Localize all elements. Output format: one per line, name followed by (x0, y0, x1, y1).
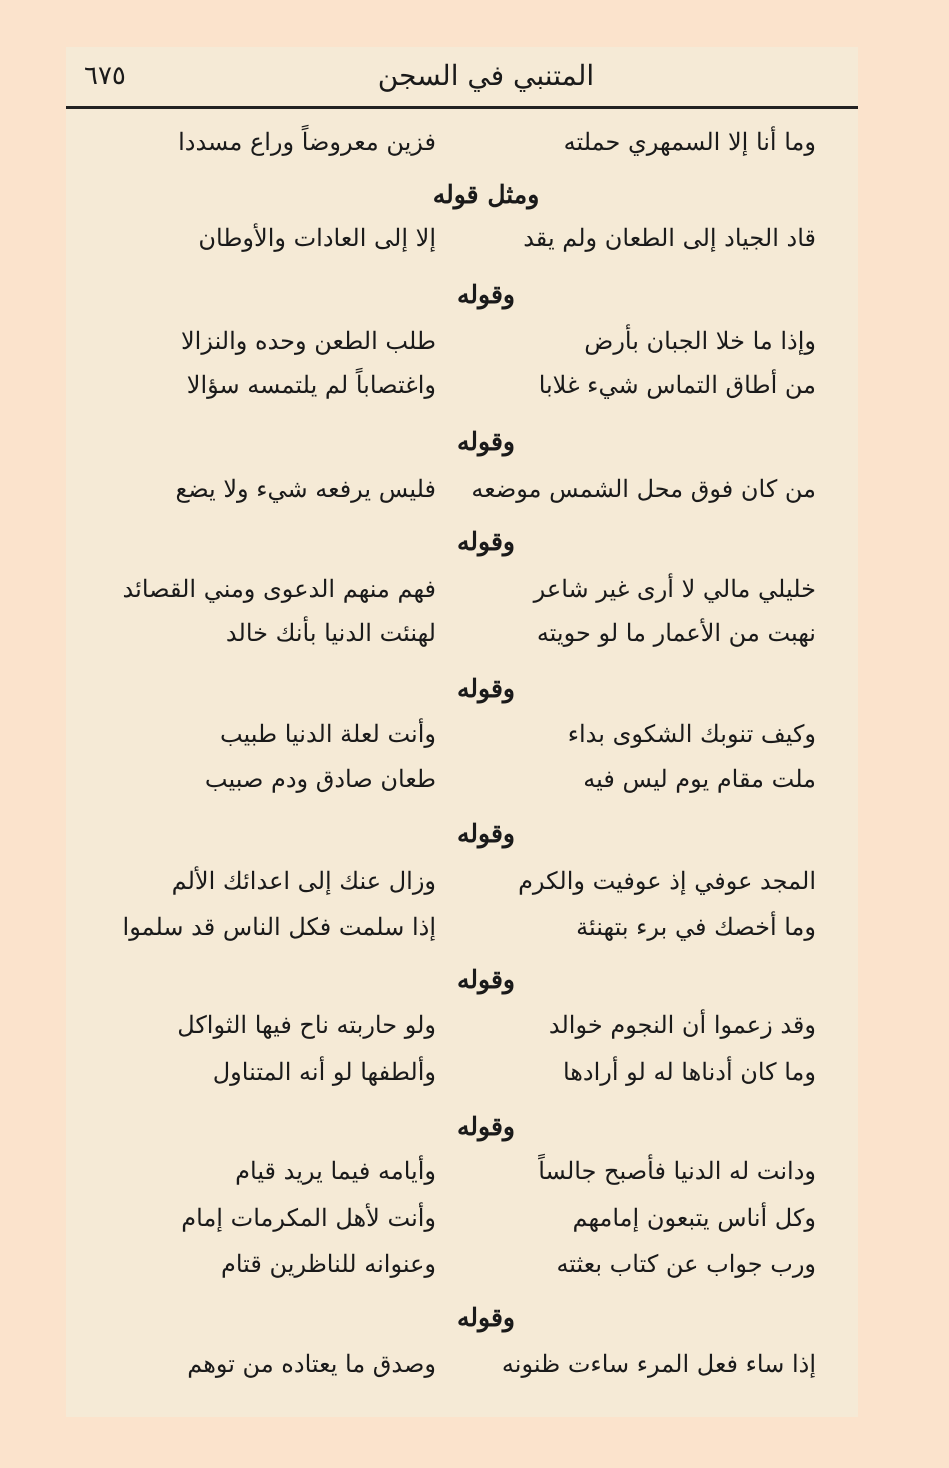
verse-second-hemistich: وزال عنك إلى اعدائك الألم (171, 867, 436, 895)
verse-second-hemistich: فهم منهم الدعوى ومني القصائد (122, 575, 436, 603)
verse-line (136, 327, 816, 367)
verse-line (136, 1157, 816, 1197)
verse-second-hemistich: وصدق ما يعتاده من توهم (187, 1350, 436, 1378)
verse-line (136, 867, 816, 907)
running-title: المتنبي في السجن (377, 59, 595, 92)
verse-line (136, 128, 816, 168)
page-number: ٦٧٥ (84, 61, 126, 91)
section-heading: وقوله (457, 1112, 515, 1141)
verse-second-hemistich: واغتصاباً لم يلتمسه سؤالا (186, 371, 436, 399)
verse-second-hemistich: وعنوانه للناظرين قتام (220, 1250, 436, 1278)
verse-first-hemistich: خليلي مالي لا أرى غير شاعر (533, 575, 816, 603)
verse-second-hemistich: وألطفها لو أنه المتناول (212, 1058, 436, 1086)
header-rule (66, 106, 858, 109)
verse-second-hemistich: وأنت لعلة الدنيا طبيب (219, 720, 436, 748)
verse-second-hemistich: طعان صادق ودم صبيب (204, 765, 436, 793)
verse-first-hemistich: إذا ساء فعل المرء ساءت ظنونه (501, 1350, 816, 1378)
verse-line (136, 765, 816, 805)
verse-second-hemistich: لهنئت الدنيا بأنك خالد (225, 619, 436, 647)
verse-first-hemistich: وما كان أدناها له لو أرادها (562, 1058, 816, 1086)
book-page (66, 47, 858, 1417)
verse-line (136, 720, 816, 760)
verse-line (136, 475, 816, 515)
verse-first-hemistich: قاد الجياد إلى الطعان ولم يقد (523, 224, 816, 252)
verse-first-hemistich: من أطاق التماس شيء غلابا (538, 371, 816, 399)
verse-line (136, 1204, 816, 1244)
section-heading: وقوله (457, 527, 515, 556)
verse-second-hemistich: طلب الطعن وحده والنزالا (180, 327, 436, 355)
verse-first-hemistich: وكيف تنوبك الشكوى بداء (567, 720, 816, 748)
verse-line (136, 1058, 816, 1098)
verse-second-hemistich: ولو حاربته ناح فيها الثواكل (177, 1011, 436, 1039)
verse-first-hemistich: ودانت له الدنيا فأصبح جالساً (538, 1157, 816, 1185)
verse-first-hemistich: وكل أناس يتبعون إمامهم (572, 1204, 816, 1232)
verse-second-hemistich: فليس يرفعه شيء ولا يضع (175, 475, 436, 503)
verse-first-hemistich: المجد عوفي إذ عوفيت والكرم (518, 867, 816, 895)
section-heading: ومثل قوله (432, 180, 540, 209)
verse-first-hemistich: ملت مقام يوم ليس فيه (583, 765, 816, 793)
section-heading: وقوله (457, 427, 515, 456)
verse-first-hemistich: وما أنا إلا السمهري حملته (563, 128, 816, 156)
verse-line (136, 1350, 816, 1390)
verse-line (136, 619, 816, 659)
verse-first-hemistich: نهبت من الأعمار ما لو حويته (536, 619, 816, 647)
verse-second-hemistich: إذا سلمت فكل الناس قد سلموا (122, 913, 436, 941)
verse-second-hemistich: فزين معروضاً وراع مسددا (178, 128, 436, 156)
verse-line (136, 1250, 816, 1290)
verse-first-hemistich: وقد زعموا أن النجوم خوالد (548, 1011, 816, 1039)
verse-line (122, 913, 816, 953)
verse-first-hemistich: من كان فوق محل الشمس موضعه (471, 475, 816, 503)
section-heading: وقوله (457, 819, 515, 848)
section-heading: وقوله (457, 965, 515, 994)
verse-second-hemistich: وأنت لأهل المكرمات إمام (181, 1204, 436, 1232)
verse-line (136, 1011, 816, 1051)
verse-first-hemistich: ورب جواب عن كتاب بعثته (556, 1250, 816, 1278)
verse-first-hemistich: وما أخصك في برء بتهنئة (576, 913, 816, 941)
verse-second-hemistich: إلا إلى العادات والأوطان (198, 224, 436, 252)
verse-line (122, 575, 816, 615)
section-heading: وقوله (457, 674, 515, 703)
section-heading: وقوله (457, 280, 515, 309)
section-heading: وقوله (457, 1303, 515, 1332)
verse-line (136, 371, 816, 411)
verse-first-hemistich: وإذا ما خلا الجبان بأرض (584, 327, 816, 355)
verse-line (136, 224, 816, 264)
verse-second-hemistich: وأيامه فيما يريد قيام (235, 1157, 436, 1185)
